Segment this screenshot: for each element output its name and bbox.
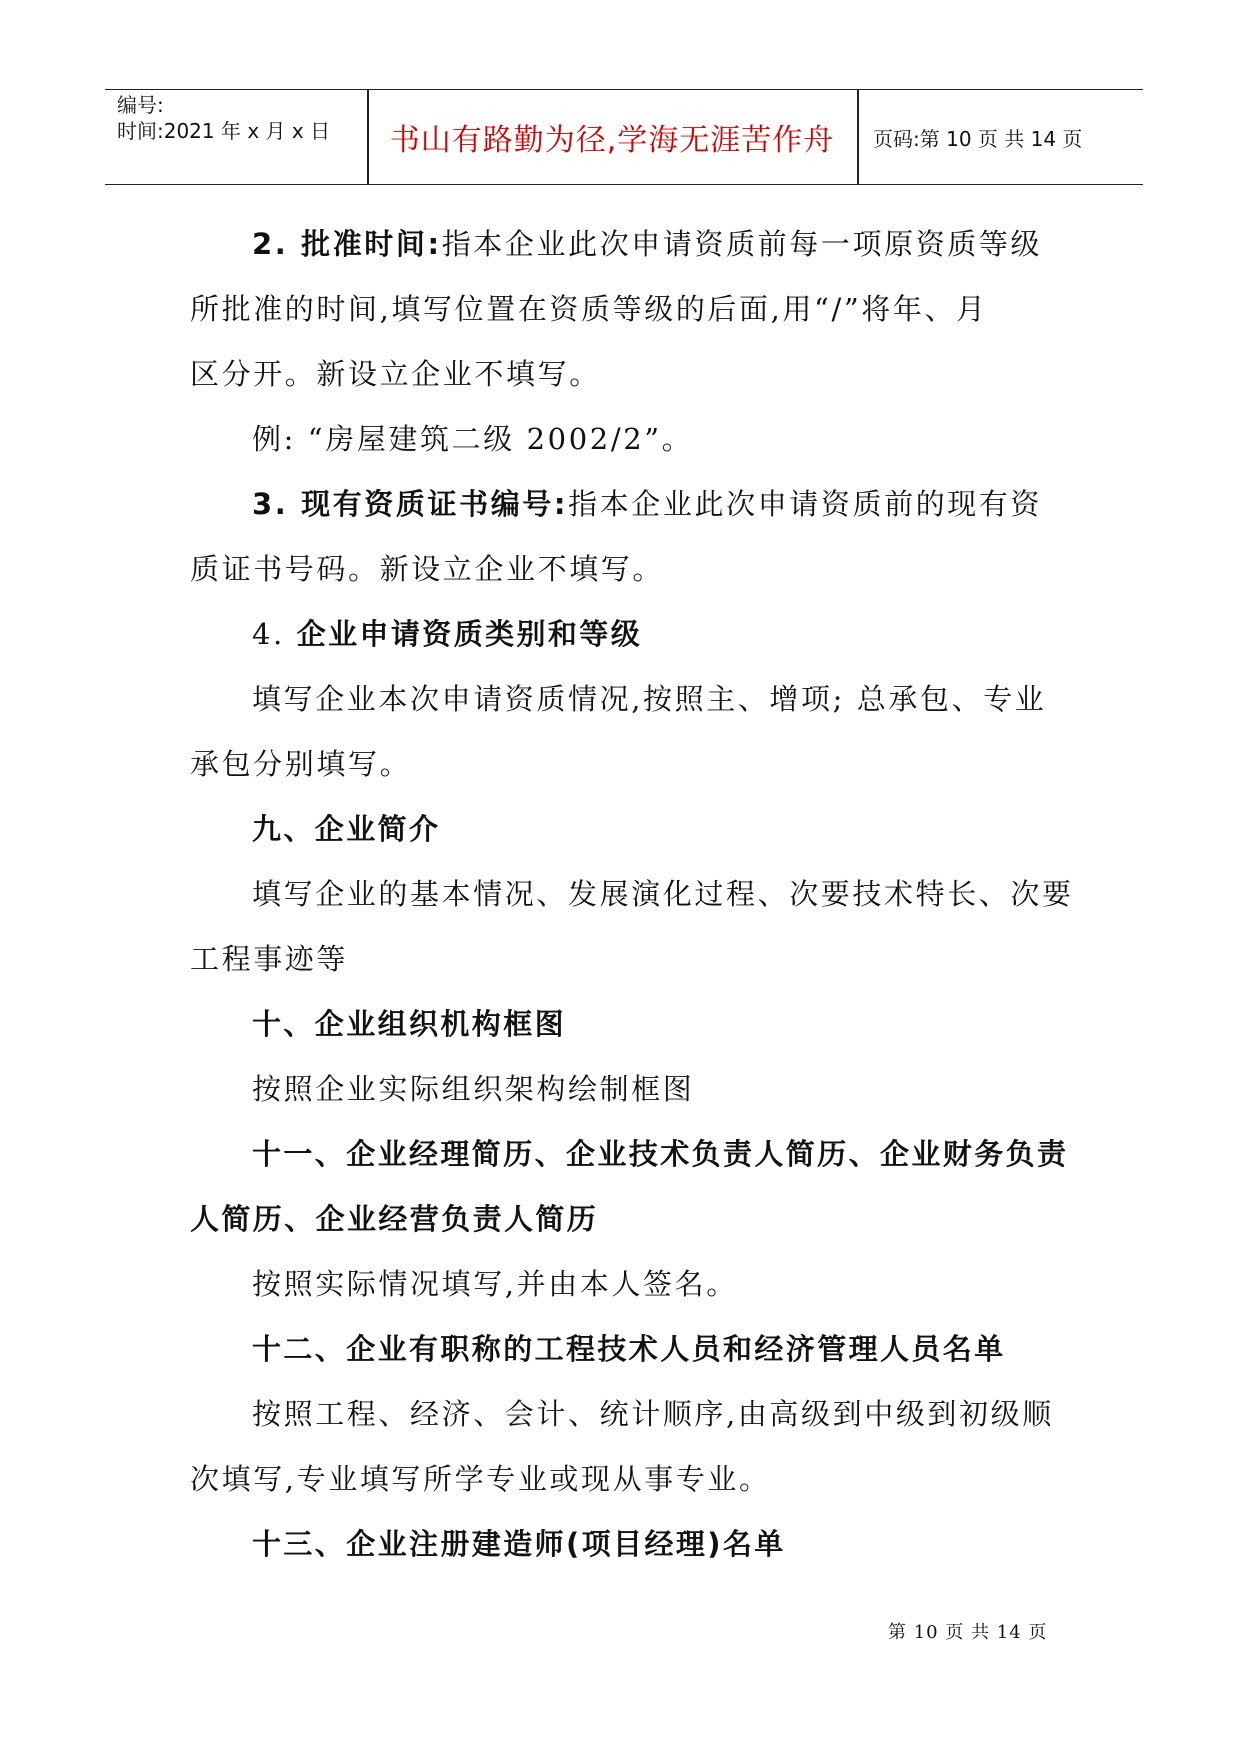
header-divider: [857, 90, 859, 184]
paragraph-line: 填写企业的基本情况、发展演化过程、次要技术特长、次要: [252, 877, 1074, 911]
paragraph-line: 所批准的时间,填写位置在资质等级的后面,用“/”将年、月: [190, 292, 988, 326]
item-lead: 2. 批准时间:: [252, 227, 442, 261]
document-body: [190, 212, 1074, 1577]
paragraph-line: 按照实际情况填写,并由本人签名。: [252, 1267, 738, 1301]
paragraph-line: 填写企业本次申请资质情况,按照主、增项; 总承包、专业: [252, 682, 1047, 716]
item-number: 4.: [252, 617, 297, 651]
paragraph-line: 工程事迹等: [190, 942, 349, 976]
paragraph-line: 例: “房屋建筑二级 2002/2”。: [252, 422, 694, 456]
header-motto: 书山有路勤为径,学海无涯苦作舟: [389, 123, 835, 158]
section-heading: 人简历、企业经营负责人简历: [190, 1202, 599, 1236]
paragraph-line: 按照工程、经济、会计、统计顺序,由高级到中级到初级顺: [252, 1397, 1054, 1431]
paragraph-line: 质证书号码。新设立企业不填写。: [190, 552, 665, 586]
header-page-info: 页码:第 10 页 共 14 页: [873, 126, 1083, 151]
section-heading: 十二、企业有职称的工程技术人员和经济管理人员名单: [252, 1332, 1006, 1366]
time-label: 时间:2021 年 x 月 x 日: [117, 119, 331, 143]
page-header: [105, 89, 1143, 185]
paragraph-line: 承包分别填写。: [190, 747, 412, 781]
item-lead: 3. 现有资质证书编号:: [252, 487, 569, 521]
paragraph-line: 次填写,专业填写所学专业或现从事专业。: [190, 1462, 771, 1496]
section-heading: 十一、企业经理简历、企业技术负责人简历、企业财务负责: [252, 1137, 1069, 1171]
item-heading: 企业申请资质类别和等级: [296, 617, 643, 651]
header-meta: [117, 92, 330, 144]
paragraph-line: [190, 472, 1060, 537]
item-text: 指本企业此次申请资质前每一项原资质等级: [441, 227, 1043, 261]
item-text: 指本企业此次申请资质前的现有资: [568, 487, 1043, 521]
paragraph-line: 按照企业实际组织架构绘制框图: [252, 1072, 695, 1106]
section-heading: 十三、企业注册建造师(项目经理)名单: [252, 1527, 786, 1561]
paragraph-line: [190, 602, 1060, 667]
number-label: 编号:: [117, 93, 164, 117]
section-heading: 九、企业简介: [252, 812, 441, 846]
paragraph-line: 区分开。新设立企业不填写。: [190, 357, 601, 391]
page-footer: 第 10 页 共 14 页: [888, 1622, 1048, 1643]
paragraph-line: [190, 212, 1060, 277]
section-heading: 十、企业组织机构框图: [252, 1007, 567, 1041]
